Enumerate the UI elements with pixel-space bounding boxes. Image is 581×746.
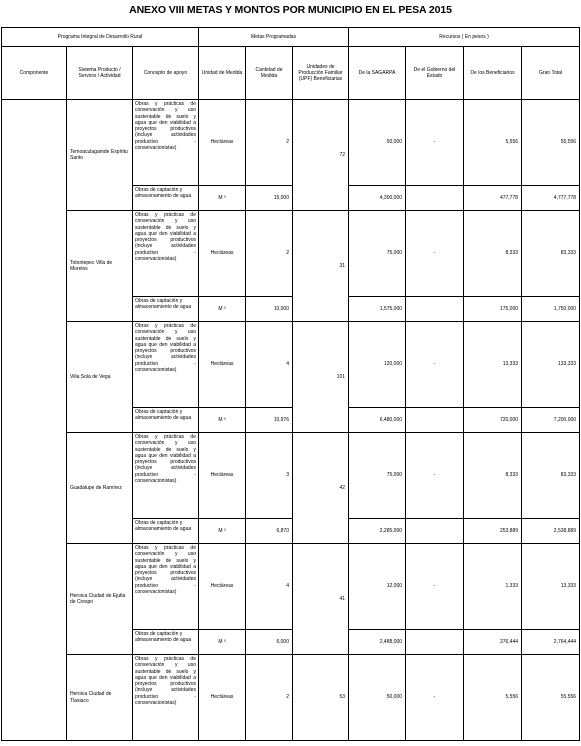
concepto-cell: Obras y prácticas de conservación y uso sustentable de suelo y agua que den viabilidad a proyectos productivos (incluye actividades productivo - conservacionistas) (133, 322, 199, 408)
sagarpa-cell: 12,000 (349, 544, 406, 630)
beneficiarios-cell: 5,556 (464, 655, 522, 741)
col-gobierno: De el Gobierno del Estado (406, 47, 464, 100)
gobierno-cell (406, 408, 464, 433)
gobierno-cell (406, 630, 464, 655)
cantidad-cell: 3 (246, 433, 293, 519)
cantidad-cell: 2 (246, 100, 293, 186)
beneficiarios-cell: 477,778 (464, 186, 522, 211)
municipio-cell: Totontepec Villa de Morelos (67, 211, 133, 322)
sagarpa-cell: 50,000 (349, 100, 406, 186)
componente-cell (2, 100, 67, 741)
gobierno-cell: - (406, 544, 464, 630)
concepto-cell: Obras de captación y almacenamiento de agua (133, 630, 199, 655)
unidad-cell: M ³ (199, 519, 246, 544)
unidad-cell: M ³ (199, 408, 246, 433)
cantidad-cell: 10,000 (246, 297, 293, 322)
unidad-cell: Hectáreas (199, 211, 246, 297)
sagarpa-cell: 2,285,000 (349, 519, 406, 544)
upf-cell: 72 (293, 100, 349, 211)
col-beneficiarios: De los Beneficiarios (464, 47, 522, 100)
table-row (2, 655, 580, 741)
col-componente: Componente (2, 47, 67, 100)
municipio-cell: Temoaculagamde Espíritu Santo (67, 100, 133, 211)
upf-cell: 41 (293, 544, 349, 655)
total-cell: 4,777,778 (522, 186, 580, 211)
beneficiarios-cell: 720,000 (464, 408, 522, 433)
gobierno-cell: - (406, 211, 464, 297)
gobierno-cell (406, 519, 464, 544)
concepto-cell: Obras y prácticas de conservación y uso sustentable de suelo y agua que den viabilidad a proyectos productivos (incluye actividades productivo - conservacionistas) (133, 100, 199, 186)
unidad-cell: M ³ (199, 630, 246, 655)
gobierno-cell: - (406, 655, 464, 741)
beneficiarios-cell: 276,444 (464, 630, 522, 655)
goals-table (1, 27, 580, 741)
concepto-cell: Obras de captación y almacenamiento de agua (133, 186, 199, 211)
municipio-cell: Heroica Ciudad de Ejutla de Crespo (67, 544, 133, 655)
recursos-header: Recursos ( En pesos ) (349, 28, 580, 47)
cantidad-cell: 6,000 (246, 630, 293, 655)
cantidad-cell: 2 (246, 211, 293, 297)
sagarpa-cell: 2,488,000 (349, 630, 406, 655)
concepto-cell: Obras y prácticas de conservación y uso sustentable de suelo y agua que den viabilidad a proyectos productivos (incluye actividades productivo - conservacionistas) (133, 544, 199, 630)
sagarpa-cell: 75,000 (349, 211, 406, 297)
unidad-cell: M ³ (199, 297, 246, 322)
total-cell: 83,333 (522, 211, 580, 297)
beneficiarios-cell: 175,000 (464, 297, 522, 322)
beneficiarios-cell: 253,889 (464, 519, 522, 544)
municipio-cell: Guadalupe de Ramírez (67, 433, 133, 544)
cantidad-cell: 6,870 (246, 519, 293, 544)
table-row (2, 544, 580, 630)
total-cell: 7,200,000 (522, 408, 580, 433)
concepto-cell: Obras y prácticas de conservación y uso sustentable de suelo y agua que den viabilidad a proyectos productivos (incluye actividades productivo - conservacionistas) (133, 655, 199, 741)
col-gran-total: Gran Total (522, 47, 580, 100)
table-row (2, 433, 580, 519)
metas-header: Metas Programadas (199, 28, 349, 47)
total-cell: 83,333 (522, 433, 580, 519)
gobierno-cell (406, 186, 464, 211)
col-upf: Unidades de Producción Familiar (UPF) Beneficiarias (293, 47, 349, 100)
col-sagarpa: De la SAGARPA (349, 47, 406, 100)
total-cell: 55,556 (522, 100, 580, 186)
gobierno-cell (406, 297, 464, 322)
total-cell: 13,333 (522, 544, 580, 630)
upf-cell: 53 (293, 655, 349, 741)
unidad-cell: Hectáreas (199, 544, 246, 630)
sagarpa-cell: 6,480,000 (349, 408, 406, 433)
cantidad-cell: 15,000 (246, 186, 293, 211)
unidad-cell: Hectáreas (199, 100, 246, 186)
total-cell: 2,764,444 (522, 630, 580, 655)
col-sistema: Sistema Producto / Servicio / Actividad (67, 47, 133, 100)
sagarpa-cell: 75,000 (349, 433, 406, 519)
municipio-cell: Heroica Ciudad de Tlaxiaco (67, 655, 133, 741)
gobierno-cell: - (406, 322, 464, 408)
concepto-cell: Obras de captación y almacenamiento de agua (133, 297, 199, 322)
cantidad-cell: 2 (246, 655, 293, 741)
sagarpa-cell: 120,000 (349, 322, 406, 408)
total-cell: 1,750,000 (522, 297, 580, 322)
table-row (2, 211, 580, 297)
page-title: ANEXO VIII METAS Y MONTOS POR MUNICIPIO EN EL PESA 2015 (129, 4, 452, 16)
cantidad-cell: 4 (246, 322, 293, 408)
concepto-cell: Obras y prácticas de conservación y uso sustentable de suelo y agua que den viabilidad a proyectos productivos (incluye actividades productivo - conservacionistas) (133, 211, 199, 297)
unidad-cell: Hectáreas (199, 322, 246, 408)
sagarpa-cell: 1,575,000 (349, 297, 406, 322)
unidad-cell: M ³ (199, 186, 246, 211)
col-concepto: Concepto de apoyo (133, 47, 199, 100)
cantidad-cell: 4 (246, 544, 293, 630)
beneficiarios-cell: 13,333 (464, 322, 522, 408)
gobierno-cell: - (406, 433, 464, 519)
col-unidad: Unidad de Medida (199, 47, 246, 100)
upf-cell: 42 (293, 433, 349, 544)
beneficiarios-cell: 8,333 (464, 211, 522, 297)
concepto-cell: Obras de captación y almacenamiento de agua (133, 408, 199, 433)
total-cell: 55,556 (522, 655, 580, 741)
col-cantidad: Cantidad de Medida (246, 47, 293, 100)
gobierno-cell: - (406, 100, 464, 186)
cantidad-cell: 10,976 (246, 408, 293, 433)
table-row (2, 100, 580, 186)
sagarpa-cell: 50,000 (349, 655, 406, 741)
program-header: Programa Integral de Desarrollo Rural (2, 28, 199, 47)
total-cell: 2,538,889 (522, 519, 580, 544)
concepto-cell: Obras de captación y almacenamiento de agua (133, 519, 199, 544)
unidad-cell: Hectáreas (199, 655, 246, 741)
concepto-cell: Obras y prácticas de conservación y uso sustentable de suelo y agua que den viabilidad a proyectos productivos (incluye actividades productivo - conservacionistas) (133, 433, 199, 519)
beneficiarios-cell: 8,333 (464, 433, 522, 519)
upf-cell: 31 (293, 211, 349, 322)
table-row (2, 322, 580, 408)
total-cell: 133,333 (522, 322, 580, 408)
beneficiarios-cell: 5,556 (464, 100, 522, 186)
municipio-cell: Villa Sola de Vega (67, 322, 133, 433)
upf-cell: 101 (293, 322, 349, 433)
sagarpa-cell: 4,300,000 (349, 186, 406, 211)
beneficiarios-cell: 1,333 (464, 544, 522, 630)
unidad-cell: Hectáreas (199, 433, 246, 519)
